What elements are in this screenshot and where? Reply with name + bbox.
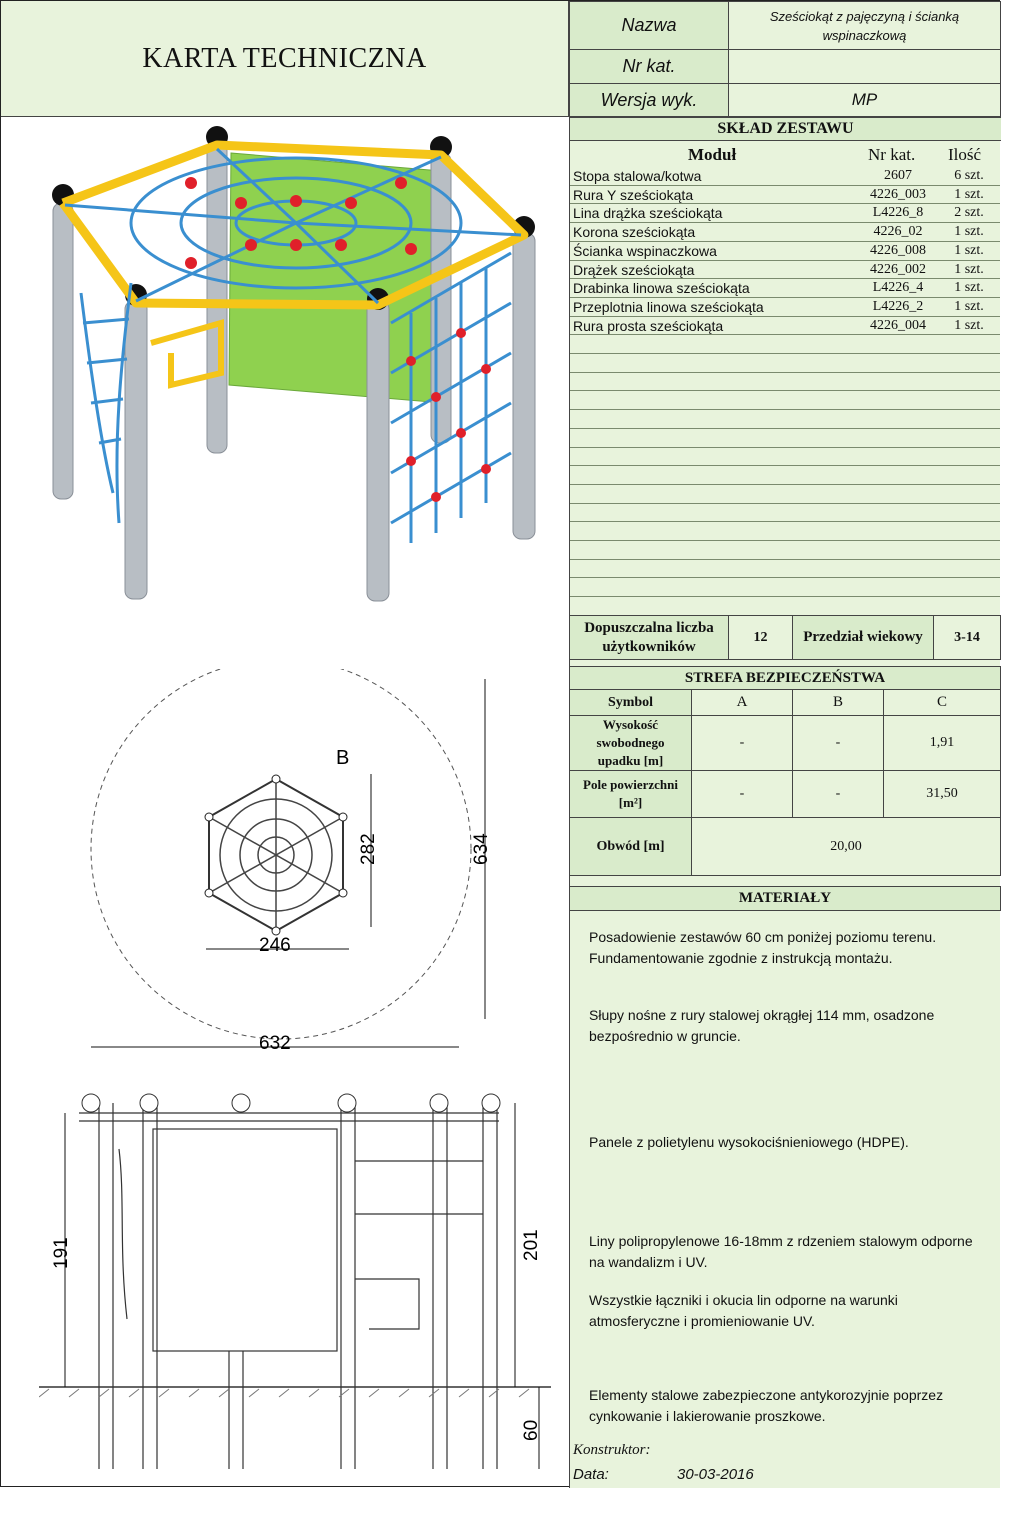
users-label: Dopuszczalna liczba użytkowników <box>569 615 729 660</box>
data-value: 30-03-2016 <box>677 1466 754 1483</box>
module-name: Rura prosta sześciokąta <box>573 317 724 334</box>
sklad-row-line <box>570 577 1000 578</box>
col-modul: Moduł <box>688 145 737 164</box>
module-name: Rura Y sześciokąta <box>573 186 694 203</box>
product-render <box>41 123 561 613</box>
module-qty: 1 szt. <box>954 242 984 258</box>
sklad-title: SKŁAD ZESTAWU <box>569 117 1001 141</box>
symbol-a: A <box>691 689 793 716</box>
sklad-row-line <box>570 260 1000 261</box>
pole-label: Pole powierzchni [m²] <box>569 770 692 818</box>
module-kat: 4226_003 <box>870 186 926 202</box>
dim-60: 60 <box>521 1419 542 1441</box>
sklad-row-line <box>570 428 1000 429</box>
sklad-row-line <box>570 409 1000 410</box>
material-p4: Liny polipropylenowe 16-18mm z rdzeniem stalowym odporne na wandalizm i UV. <box>589 1233 973 1270</box>
sklad-row-line <box>570 503 1000 504</box>
sklad-row-line <box>570 447 1000 448</box>
sklad-row-line <box>570 559 1000 560</box>
sklad-row-line <box>570 297 1000 298</box>
symbol-b: B <box>792 689 884 716</box>
nazwa-value: Sześciokąt z pajęczyną i ścianką wspinaczkową <box>728 1 1001 50</box>
sklad-row-line <box>570 390 1000 391</box>
module-qty: 2 szt. <box>954 205 984 221</box>
wersja-label: Wersja wyk. <box>569 83 729 117</box>
module-name: Lina drążka sześciokąta <box>573 205 723 222</box>
module-name: Stopa stalowa/kotwa <box>573 168 702 184</box>
col-nrkat: Nr kat. <box>868 145 916 164</box>
material-p3: Panele z polietylenu wysokociśnieniowego (HDPE). <box>589 1134 909 1150</box>
sklad-row <box>571 279 999 298</box>
sklad-row <box>571 298 999 317</box>
pole-b: - <box>792 770 884 818</box>
pole-a: - <box>691 770 793 818</box>
page-title: KARTA TECHNICZNA <box>1 1 569 117</box>
dim-634: 634 <box>471 833 492 865</box>
sklad-row-line <box>570 353 1000 354</box>
nrkat-value <box>728 49 1001 84</box>
age-value: 3-14 <box>933 615 1001 660</box>
sklad-row-line <box>570 203 1000 204</box>
module-name: Korona sześciokąta <box>573 224 696 241</box>
sklad-row <box>571 167 999 186</box>
data-label: Data: <box>573 1466 609 1483</box>
material-p6: Elementy stalowe zabezpieczone antykorozyjnie poprzez cynkowanie i lakierowanie proszkowe. <box>589 1387 944 1424</box>
plan-label-b: B <box>336 747 350 769</box>
sklad-row <box>571 204 999 223</box>
sklad-header-row <box>570 141 1000 167</box>
sklad-row-line <box>570 540 1000 541</box>
users-value: 12 <box>728 615 793 660</box>
sklad-row-line <box>570 222 1000 223</box>
module-kat: 4226_004 <box>870 317 926 333</box>
nrkat-label: Nr kat. <box>569 49 729 84</box>
sklad-row-line <box>570 278 1000 279</box>
sklad-row-line <box>570 185 1000 186</box>
material-p5: Wszystkie łączniki i okucia lin odporne na warunki atmosferyczne i promieniowanie UV. <box>589 1292 898 1329</box>
module-kat: 2607 <box>884 168 912 183</box>
obwod-label: Obwód [m] <box>569 817 692 876</box>
wys-a: - <box>691 715 793 771</box>
dim-632: 632 <box>259 1033 291 1054</box>
plan-view-drawing <box>81 669 551 1059</box>
module-qty: 1 szt. <box>954 317 984 333</box>
sklad-row-line <box>570 372 1000 373</box>
symbol-label: Symbol <box>569 689 692 716</box>
sklad-row-line <box>570 334 1000 335</box>
material-p2: Słupy nośne z rury stalowej okrągłej 114 mm, osadzone bezpośrednio w gruncie. <box>589 1007 935 1044</box>
module-name: Ścianka wspinaczkowa <box>573 242 717 259</box>
sklad-row <box>571 186 999 205</box>
module-name: Drabinka linowa sześciokąta <box>573 280 750 297</box>
module-qty: 6 szt. <box>954 168 984 183</box>
wys-b: - <box>792 715 884 771</box>
sklad-row-line <box>570 596 1000 597</box>
sklad-row-line <box>570 484 1000 485</box>
module-name: Przeplotnia linowa sześciokąta <box>573 298 764 315</box>
sklad-row-line <box>570 465 1000 466</box>
age-label: Przedział wiekowy <box>792 615 934 660</box>
nazwa-label: Nazwa <box>569 1 729 50</box>
sklad-row <box>571 261 999 280</box>
wersja-value: MP <box>728 83 1001 117</box>
col-ilosc: Ilość <box>948 145 982 164</box>
symbol-c: C <box>883 689 1001 716</box>
sklad-row <box>571 223 999 242</box>
module-kat: 4226_008 <box>870 242 926 258</box>
front-elevation-drawing <box>39 1089 551 1479</box>
module-qty: 1 szt. <box>954 298 984 314</box>
dim-246: 246 <box>259 935 291 956</box>
sklad-row <box>571 242 999 261</box>
module-qty: 1 szt. <box>954 280 984 296</box>
wys-c: 1,91 <box>883 715 1001 771</box>
konstruktor-label: Konstruktor: <box>573 1442 651 1458</box>
sklad-row-line <box>570 521 1000 522</box>
sklad-row-line <box>570 241 1000 242</box>
dim-282: 282 <box>358 833 379 865</box>
pole-c: 31,50 <box>883 770 1001 818</box>
materialy-title: MATERIAŁY <box>569 886 1001 911</box>
module-kat: L4226_8 <box>872 205 924 221</box>
sklad-row <box>571 317 999 336</box>
dim-201: 201 <box>521 1229 542 1261</box>
module-qty: 1 szt. <box>954 186 984 202</box>
dim-191: 191 <box>51 1237 72 1269</box>
module-name: Drążek sześciokąta <box>573 261 695 278</box>
module-kat: L4226_4 <box>872 280 924 296</box>
module-qty: 1 szt. <box>954 224 984 240</box>
module-kat: L4226_2 <box>872 298 924 314</box>
wys-label: Wysokość swobodnego upadku [m] <box>569 715 692 771</box>
module-kat: 4226_02 <box>873 224 923 240</box>
strefa-title: STREFA BEZPIECZEŃSTWA <box>569 666 1001 690</box>
module-kat: 4226_002 <box>870 261 926 277</box>
obwod-value: 20,00 <box>691 817 1001 876</box>
material-p1: Posadowienie zestawów 60 cm poniżej poziomu terenu. Fundamentowanie zgodnie z instrukcją montażu. <box>589 929 937 966</box>
sklad-row-line <box>570 316 1000 317</box>
module-qty: 1 szt. <box>954 261 984 277</box>
